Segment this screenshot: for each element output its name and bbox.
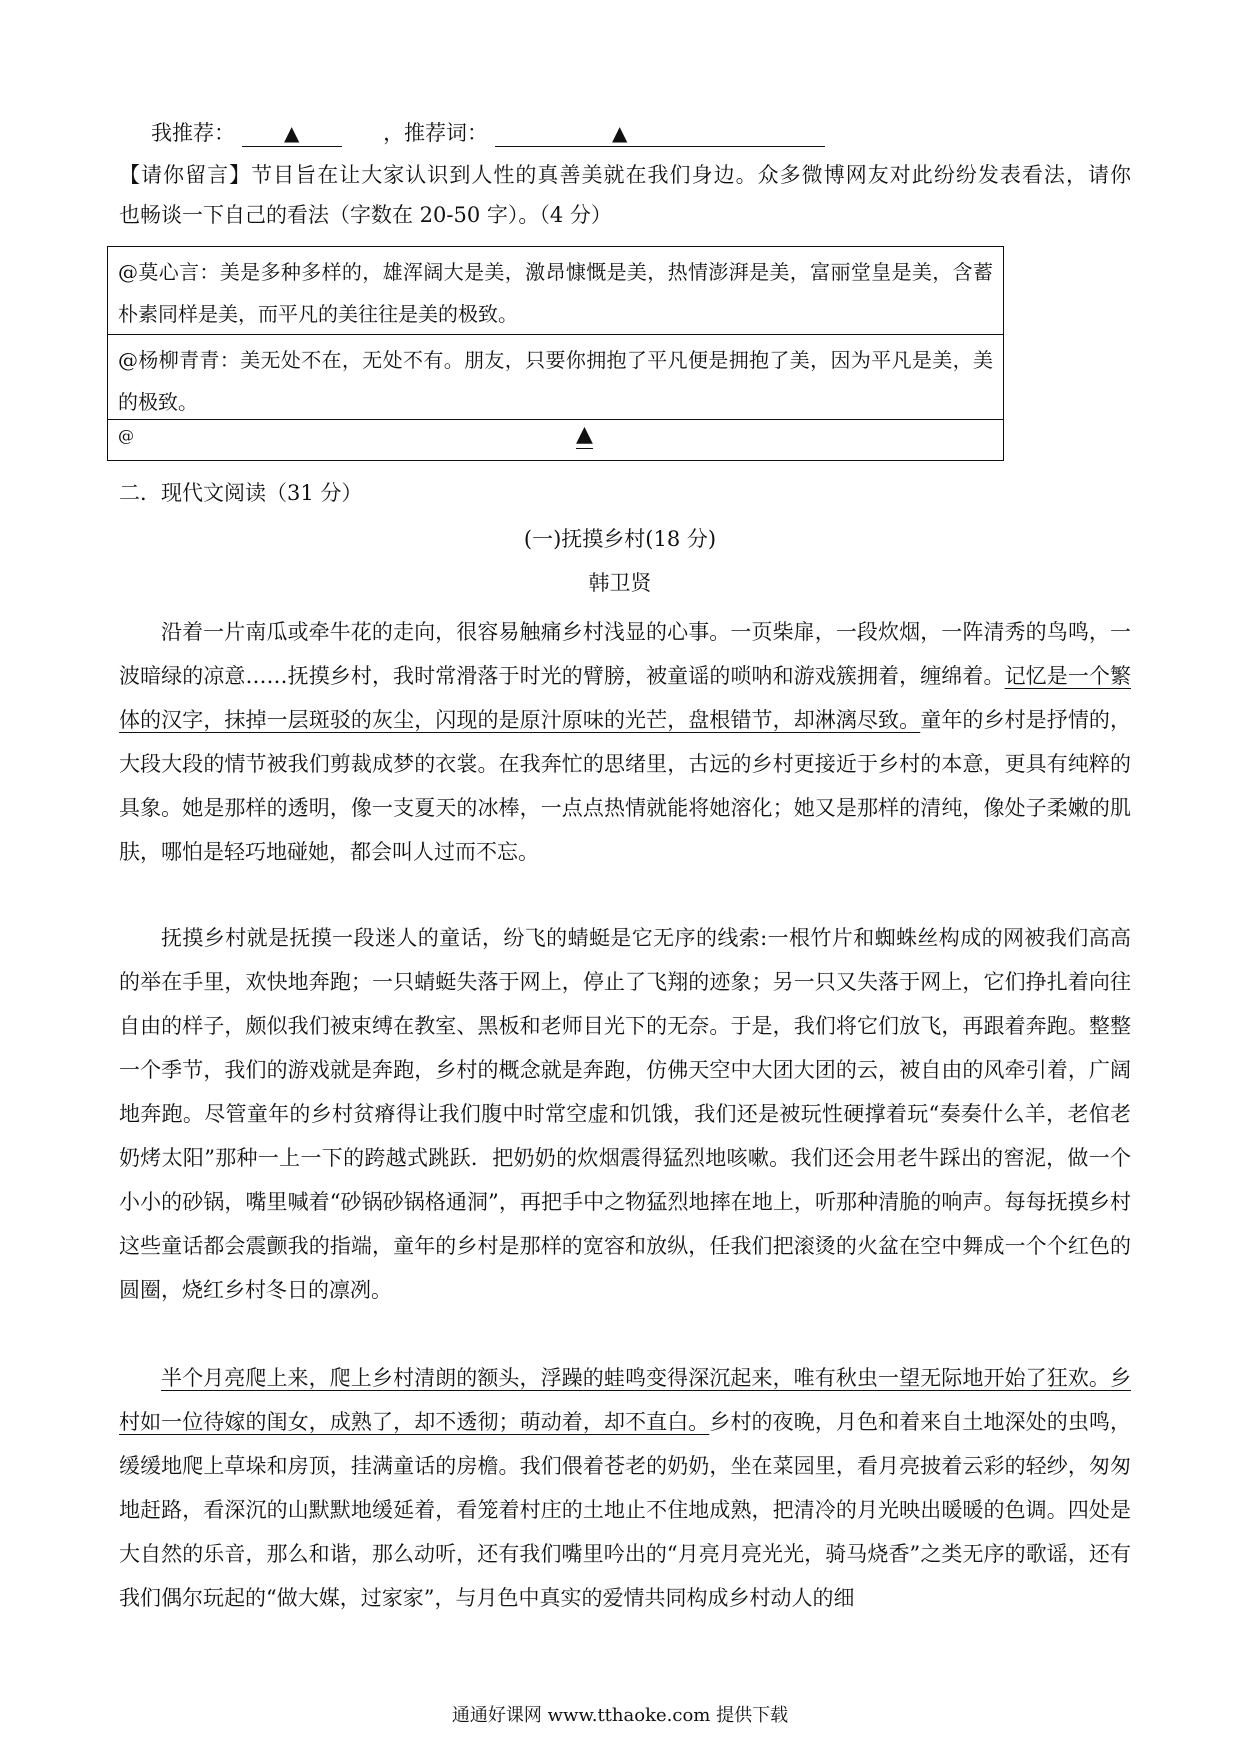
comment-at: @ xyxy=(118,426,134,445)
article-author: 韩卫贤 xyxy=(588,571,652,595)
article-paragraph-1 xyxy=(119,610,1131,874)
recommend-blank[interactable] xyxy=(242,118,342,147)
comment-row-1 xyxy=(108,247,1003,335)
comment-text: @莫心言：美是多种多样的，雄浑阔大是美，激昂慷慨是美，热情澎湃是美，富丽堂皇是美，含蓄朴素同样是美，而平凡的美往往是美的极致。 xyxy=(118,260,993,326)
recommend-label: 我推荐： xyxy=(151,121,235,145)
article-title: (一)抚摸乡村(18 分) xyxy=(523,527,717,551)
underlined-sentence: 半个月亮爬上来，爬上乡村清朗的额头，浮躁的蛙鸣变得深沉起来，唯有秋虫一望无际地开始了狂欢。乡村如一位待嫁的闺女，成熟了，却不透彻；萌动着，却不直白。 xyxy=(119,1366,1131,1434)
prompt-line-2: 也畅谈一下自己的看法（字数在 20-50 字）。（4 分） xyxy=(119,203,612,227)
recommend-word-blank[interactable] xyxy=(495,118,825,147)
answer-marker-icon: ▲ xyxy=(612,121,628,145)
paragraph-text: 童年的乡村是抒情的，大段大段的情节被我们剪裁成梦的衣裳。在我奔忙的思绪里，古远的乡村更接近于乡村的本意，更具有纯粹的具象。她是那样的透明，像一支夏天的冰棒，一点点热情就能将她溶化；她又是那样的清纯，像处子柔嫩的肌肤，哪怕是轻巧地碰她，都会叫人过而不忘。 xyxy=(119,708,1131,864)
answer-marker-icon: ▲ xyxy=(576,422,593,447)
section-heading: 二．现代文阅读（31 分） xyxy=(119,481,363,505)
recommend-line xyxy=(151,118,825,148)
prompt-line-1: 【请你留言】节目旨在让大家认识到人性的真善美就在我们身边。众多微博网友对此纷纷发表看法，请你 xyxy=(119,163,1131,187)
article-paragraph-2: 抚摸乡村就是抚摸一段迷人的童话，纷飞的蜻蜓是它无序的线索:一根竹片和蜘蛛丝构成的网被我们高高的举在手里，欢快地奔跑；一只蜻蜓失落于网上，停止了飞翔的迹象；另一只又失落于网上，它们挣扎着向往自由的样子，颇似我们被束缚在教室、黑板和老师目光下的无奈。于是，我们将它们放飞，再跟着奔跑。整整一个季节，我们的游戏就是奔跑，乡村的概念就是奔跑，仿佛天空中大团大团的云，被自由的风牵引着，广阔地奔跑。尽管童年的乡村贫瘠得让我们腹中时常空虚和饥饿，我们还是被玩性硬撑着玩“奏奏什么羊，老倌老奶烤太阳”那种一上一下的跨越式跳跃．把奶奶的炊烟震得猛烈地咳嗽。我们还会用老牛踩出的窖泥，做一个小小的砂锅，嘴里喊着“砂锅砂锅格通洞”，再把手中之物猛烈地摔在地上，听那种清脆的响声。每每抚摸乡村这些童话都会震颤我的指端，童年的乡村是那样的宽容和放纵，任我们把滚烫的火盆在空中舞成一个个红色的圆圈，烧红乡村冬日的凛冽。 xyxy=(119,926,1131,1302)
comment-text: @杨柳青青：美无处不在，无处不有。朋友，只要你拥抱了平凡便是拥抱了美，因为平凡是美，美的极致。 xyxy=(118,348,993,414)
comment-row-2 xyxy=(108,335,1003,420)
recommend-word-label: ，推荐词： xyxy=(383,121,489,145)
comment-box xyxy=(107,246,1004,461)
paragraph-text: 乡村的夜晚，月色和着来自土地深处的虫鸣，缓缓地爬上草垛和房顶，挂满童话的房檐。我们偎着苍老的奶奶，坐在菜园里，看月亮披着云彩的轻纱，匆匆地赶路，看深沉的山默默地缓延着，看笼着村庄的土地止不住地成熟，把清冷的月光映出暖暖的色调。四处是大自然的乐音，那么和谐，那么动听，还有我们嘴里吟出的“月亮月亮光光，骑马烧香”之类无序的歌谣，还有我们偶尔玩起的“做大媒，过家家”，与月色中真实的爱情共同构成乡村动人的细 xyxy=(119,1410,1132,1610)
underlined-sentence: 记忆是一个繁体的汉字，抹掉一层斑驳的灰尘，闪现的是原汁原味的光芒，盘根错节，却淋漓尽致。 xyxy=(119,664,1131,732)
paragraph-text: 沿着一片南瓜或牵牛花的走向，很容易触痛乡村浅显的心事。一页柴扉，一段炊烟，一阵清秀的鸟鸣，一波暗绿的凉意……抚摸乡村，我时常滑落于时光的臂膀，被童谣的唢呐和游戏簇拥着，缠绵着。 xyxy=(119,620,1131,688)
answer-marker-icon: ▲ xyxy=(283,121,300,145)
article-paragraph-3 xyxy=(119,1356,1131,1620)
comment-row-answer[interactable] xyxy=(108,420,1003,460)
page-footer: 通通好课网 www.tthaoke.com 提供下载 xyxy=(451,1705,789,1726)
